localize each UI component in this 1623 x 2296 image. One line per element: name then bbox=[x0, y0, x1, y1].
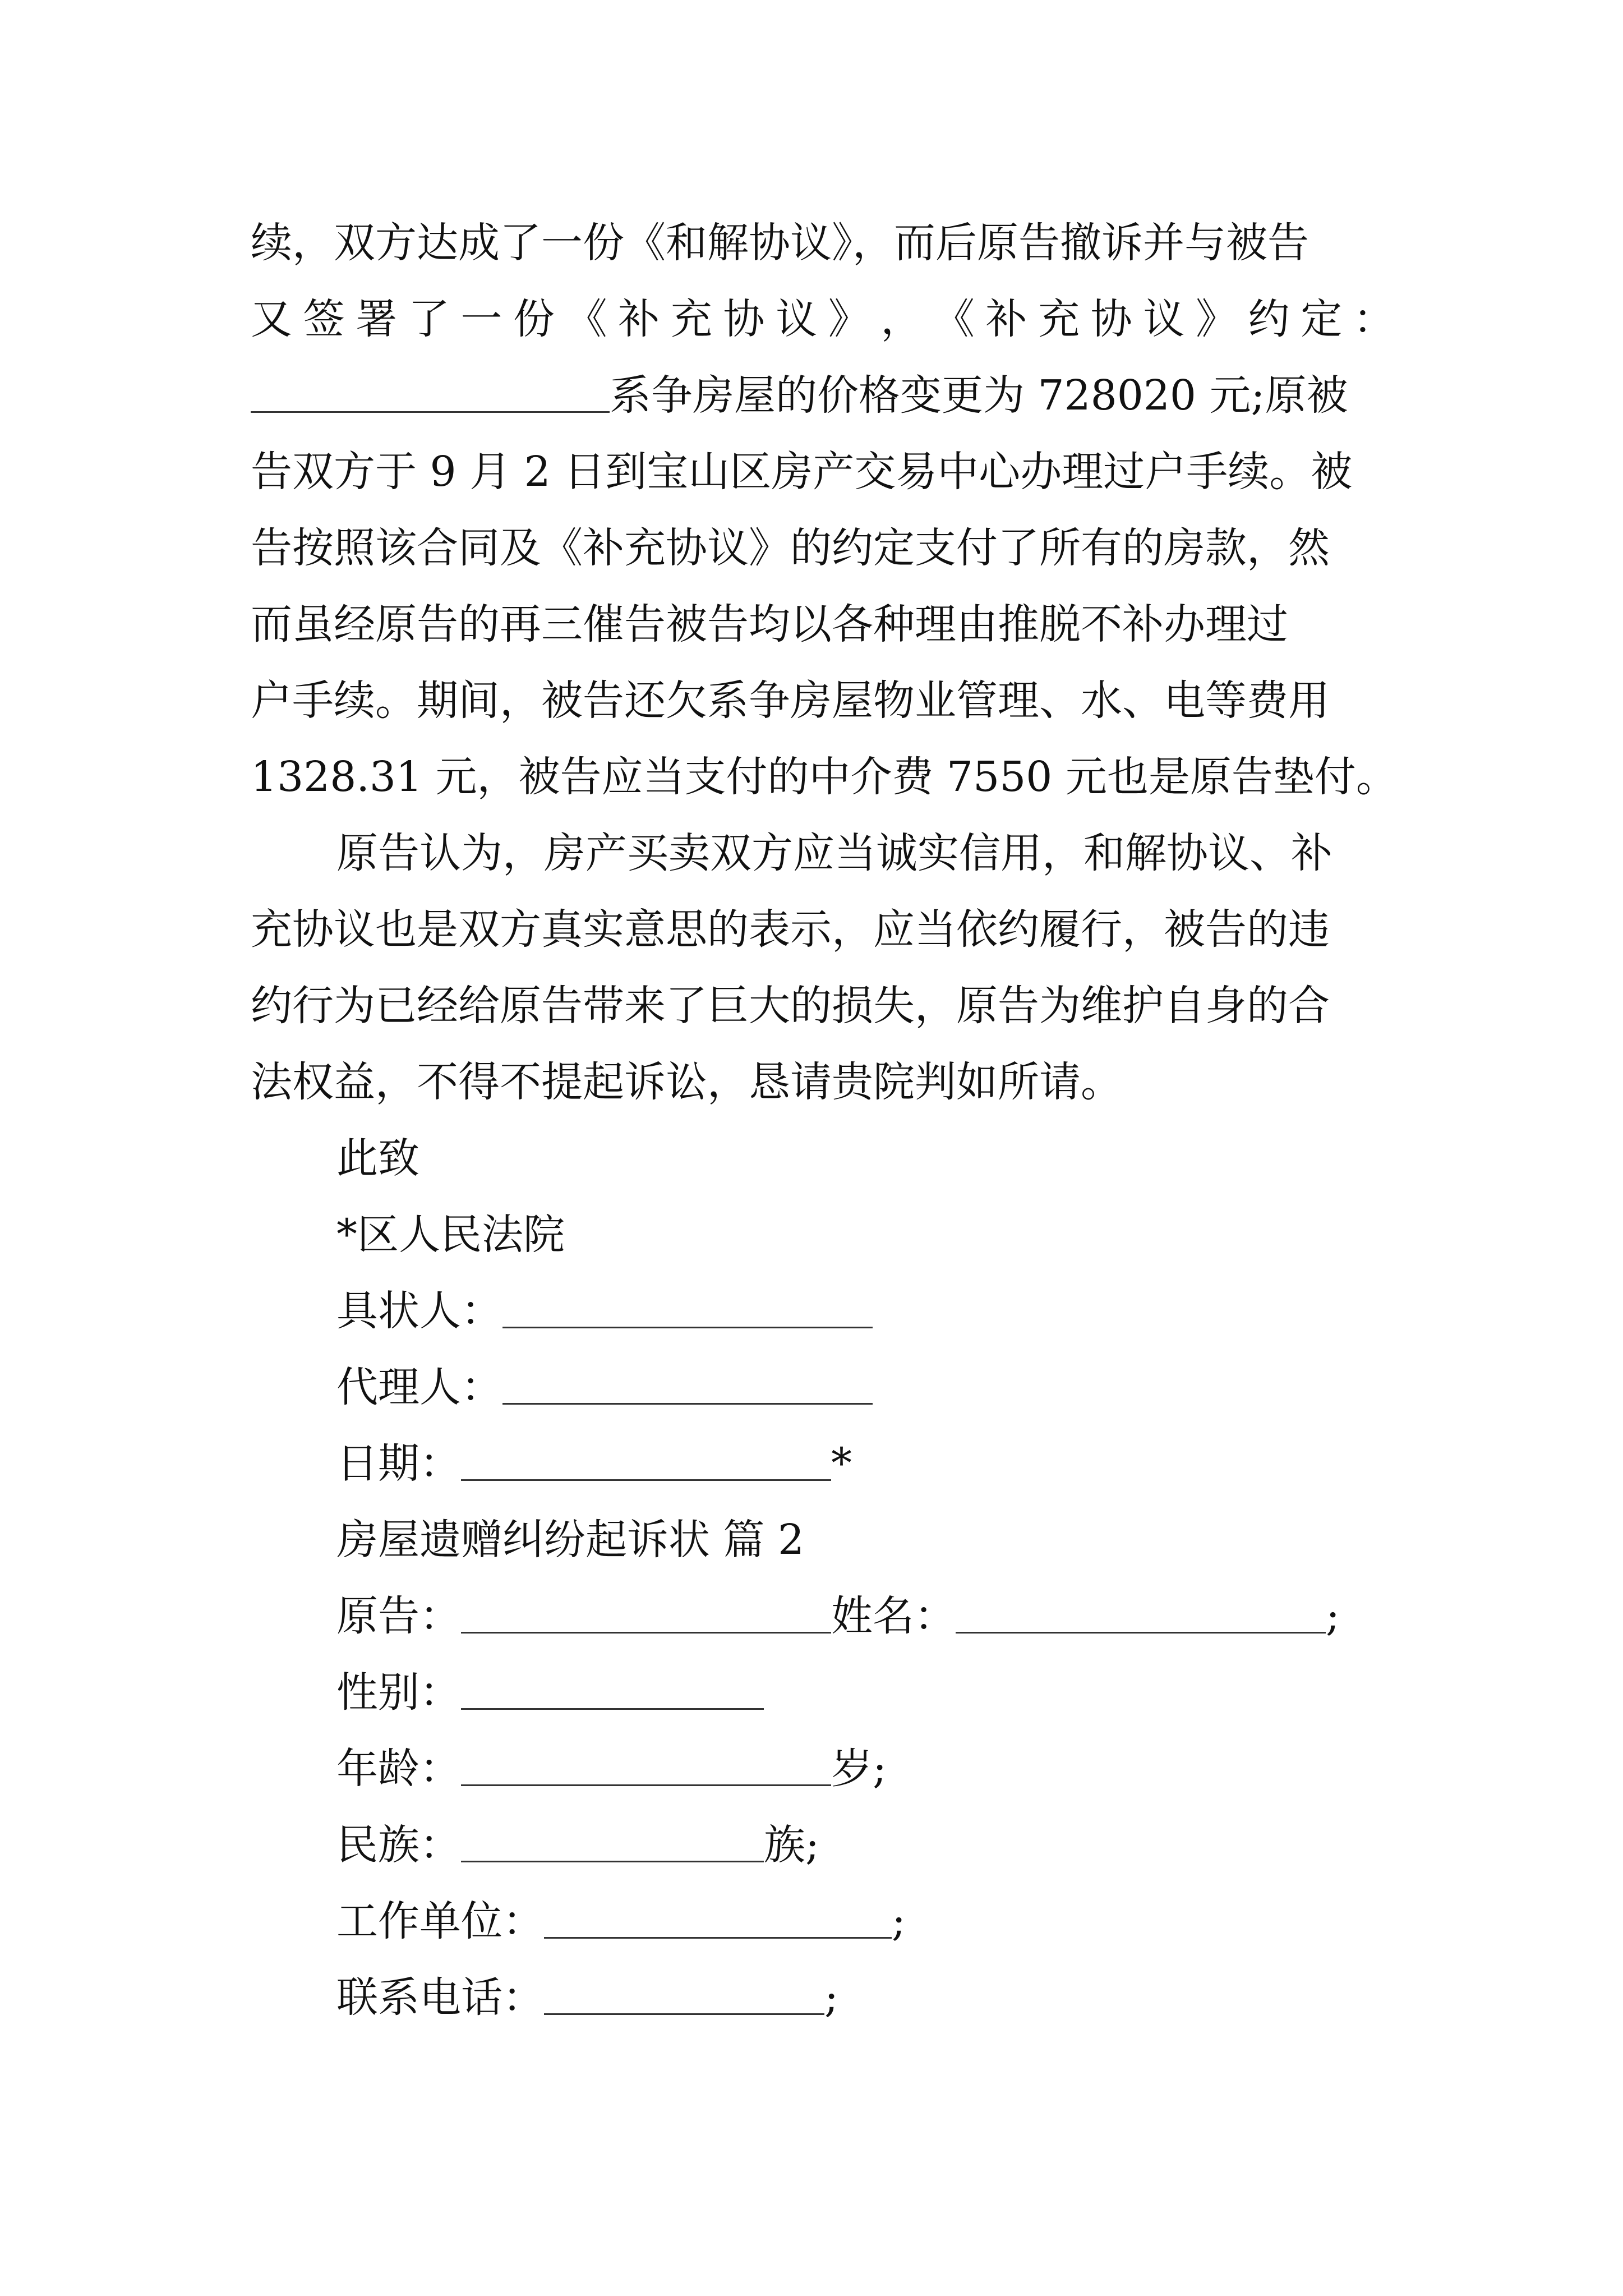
plaintiff-signature-field[interactable] bbox=[502, 1287, 873, 1328]
phone-row bbox=[336, 1959, 1402, 2036]
plaintiff-signature-row bbox=[336, 1273, 1402, 1349]
phone-suffix: ; bbox=[824, 1973, 838, 2022]
age-suffix: 岁; bbox=[831, 1745, 887, 1793]
name-field[interactable] bbox=[956, 1593, 1326, 1634]
phone-field[interactable] bbox=[544, 1974, 824, 2015]
name-label: 姓名： bbox=[831, 1592, 956, 1640]
justified-char: 协 bbox=[723, 295, 765, 343]
paragraph-1-line-5: 告按照该合同及《补充协议》的约定支付了所有的房款，然 bbox=[251, 524, 1330, 572]
employer-suffix: ; bbox=[892, 1897, 906, 1945]
justified-char: 补 bbox=[618, 295, 660, 343]
employer-field[interactable] bbox=[544, 1898, 892, 1939]
justified-char: 议 bbox=[776, 295, 818, 343]
paragraph-2-line-1: 原告认为，房产买卖双方应当诚实信用，和解协议、补 bbox=[336, 829, 1332, 877]
age-label: 年龄： bbox=[336, 1745, 461, 1793]
justified-char: 签 bbox=[303, 295, 345, 343]
justified-char: 约 bbox=[1248, 295, 1290, 343]
paragraph-1-line-8: 1328.31 元，被告应当支付的中介费 7550 元也是原告垫付。 bbox=[251, 753, 1398, 801]
salutation: 此致 bbox=[336, 1134, 419, 1182]
agent-field[interactable] bbox=[502, 1364, 873, 1405]
date-suffix: * bbox=[831, 1439, 852, 1488]
paragraph-1-line-3-text: 系争房屋的价格变更为 728020 元;原被 bbox=[610, 371, 1348, 420]
justified-char: ， bbox=[880, 295, 923, 343]
employer-row bbox=[336, 1883, 1402, 1959]
justified-char: 议 bbox=[1143, 295, 1185, 343]
court-name: *区人民法院 bbox=[336, 1211, 565, 1259]
paragraph-1-line-6: 而虽经原告的再三催告被告均以各种理由推脱不补办理过 bbox=[251, 600, 1288, 648]
age-row bbox=[336, 1731, 1402, 1807]
ethnicity-label: 民族： bbox=[336, 1821, 461, 1869]
agent-label: 代理人： bbox=[336, 1363, 502, 1411]
contract-term-blank[interactable] bbox=[251, 372, 610, 413]
paragraph-1-line-3 bbox=[251, 357, 1395, 434]
plaintiff-field[interactable] bbox=[461, 1593, 831, 1634]
employer-label: 工作单位： bbox=[336, 1897, 544, 1945]
paragraph-1-line-1: 续，双方达成了一份《和解协议》，而后原告撤诉并与被告 bbox=[251, 219, 1309, 267]
justified-char: 定 bbox=[1301, 295, 1343, 343]
justified-char: 又 bbox=[251, 295, 292, 343]
paragraph-2-line-2: 充协议也是双方真实意思的表示，应当依约履行，被告的违 bbox=[251, 905, 1330, 954]
paragraph-2-line-4: 法权益，不得不提起诉讼，恳请贵院判如所请。 bbox=[251, 1058, 1122, 1106]
justified-char: 份 bbox=[513, 295, 555, 343]
paragraph-1-line-7: 户手续。期间，被告还欠系争房屋物业管理、水、电等费用 bbox=[251, 677, 1330, 725]
ethnicity-row bbox=[336, 1807, 1402, 1883]
justified-char: 署 bbox=[356, 295, 398, 343]
justified-char: 》 bbox=[828, 295, 870, 343]
gender-field[interactable] bbox=[461, 1669, 764, 1710]
justified-char: ： bbox=[1353, 295, 1395, 343]
paragraph-1-line-2 bbox=[251, 281, 1395, 357]
name-suffix: ; bbox=[1326, 1592, 1340, 1640]
gender-label: 性别： bbox=[336, 1668, 461, 1717]
justified-char: 充 bbox=[1038, 295, 1080, 343]
plaintiff-name-row bbox=[336, 1578, 1402, 1654]
justified-char: 《 bbox=[565, 295, 607, 343]
paragraph-1-line-4: 告双方于 9 月 2 日到宝山区房产交易中心办理过户手续。被 bbox=[251, 448, 1353, 496]
date-field[interactable] bbox=[461, 1440, 831, 1481]
gender-row bbox=[336, 1654, 1402, 1731]
justified-char: 了 bbox=[408, 295, 450, 343]
justified-char: 一 bbox=[460, 295, 502, 343]
date-row bbox=[336, 1425, 1402, 1502]
agent-row bbox=[336, 1349, 1402, 1425]
paragraph-2-line-3: 约行为已经给原告带来了巨大的损失，原告为维护自身的合 bbox=[251, 982, 1330, 1030]
justified-char: 《 bbox=[933, 295, 975, 343]
ethnicity-suffix: 族; bbox=[764, 1821, 819, 1869]
age-field[interactable] bbox=[461, 1745, 831, 1786]
justified-char: 协 bbox=[1090, 295, 1132, 343]
section-2-title: 房屋遗赠纠纷起诉状 篇 2 bbox=[336, 1516, 805, 1564]
plaintiff-signature-label: 具状人： bbox=[336, 1287, 502, 1335]
plaintiff-label: 原告： bbox=[336, 1592, 461, 1640]
justified-char: 补 bbox=[985, 295, 1027, 343]
ethnicity-field[interactable] bbox=[461, 1821, 764, 1862]
justified-char: 》 bbox=[1195, 295, 1237, 343]
phone-label: 联系电话： bbox=[336, 1973, 544, 2022]
date-label: 日期： bbox=[336, 1439, 461, 1488]
justified-char: 充 bbox=[670, 295, 712, 343]
